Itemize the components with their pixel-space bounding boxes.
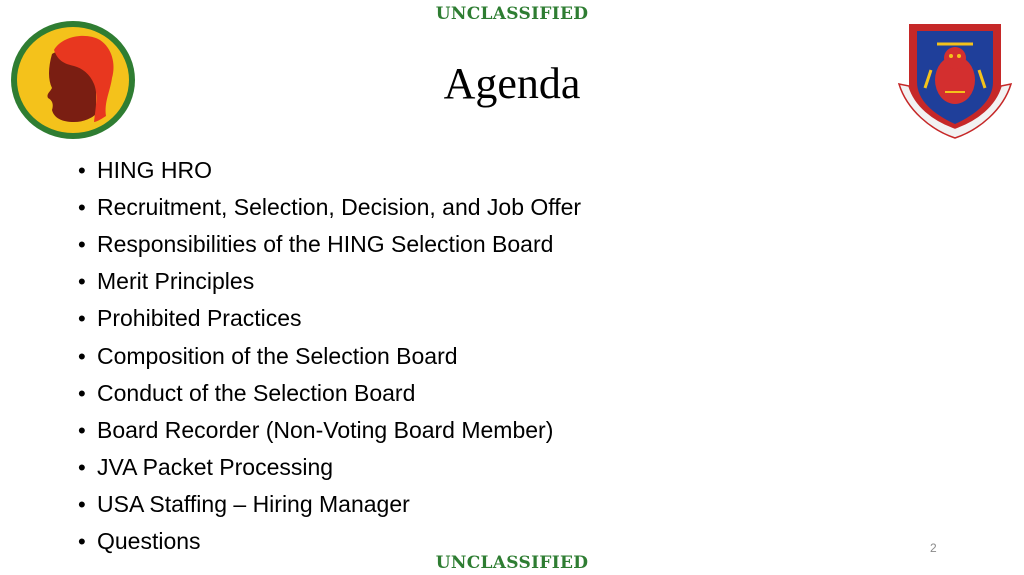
list-item-text: Composition of the Selection Board <box>97 342 458 369</box>
bullet-icon: • <box>78 232 86 258</box>
bullet-icon: • <box>78 195 86 221</box>
list-item-text: HING HRO <box>97 157 212 184</box>
list-item-text: Prohibited Practices <box>97 305 302 332</box>
bullet-icon: • <box>78 158 86 184</box>
bullet-icon: • <box>78 491 86 517</box>
list-item-text: Merit Principles <box>97 268 255 295</box>
slide-title: Agenda <box>443 59 581 108</box>
list-item <box>78 300 581 337</box>
list-item-text: JVA Packet Processing <box>97 453 334 480</box>
bullet-icon: • <box>78 417 86 443</box>
agenda-list <box>78 152 581 560</box>
bullet-icon: • <box>78 454 86 480</box>
list-item-text: Recruitment, Selection, Decision, and Job Offer <box>97 194 582 221</box>
bullet-icon: • <box>78 380 86 406</box>
list-item <box>78 226 581 263</box>
bullet-icon: • <box>78 269 86 295</box>
bullet-icon: • <box>78 343 86 369</box>
list-item-text: Board Recorder (Non-Voting Board Member) <box>97 416 554 443</box>
list-item <box>78 189 581 226</box>
list-item-text: Responsibilities of the HING Selection Board <box>97 231 554 258</box>
list-item-text: Conduct of the Selection Board <box>97 379 416 406</box>
list-item-text: Questions <box>97 527 201 554</box>
list-item <box>78 263 581 300</box>
list-item <box>78 152 581 189</box>
list-item <box>78 375 581 412</box>
page-number: 2 <box>930 541 937 555</box>
bullet-icon: • <box>78 306 86 332</box>
classification-banner-bottom: UNCLASSIFIED <box>435 553 589 573</box>
bullet-icon: • <box>78 528 86 554</box>
list-item <box>78 486 581 523</box>
classification-banner-top: UNCLASSIFIED <box>435 4 589 24</box>
list-item <box>78 412 581 449</box>
list-item-text: USA Staffing – Hiring Manager <box>97 490 410 517</box>
list-item <box>78 337 581 374</box>
list-item <box>78 449 581 486</box>
unit-crest-shield-icon <box>897 14 1013 140</box>
